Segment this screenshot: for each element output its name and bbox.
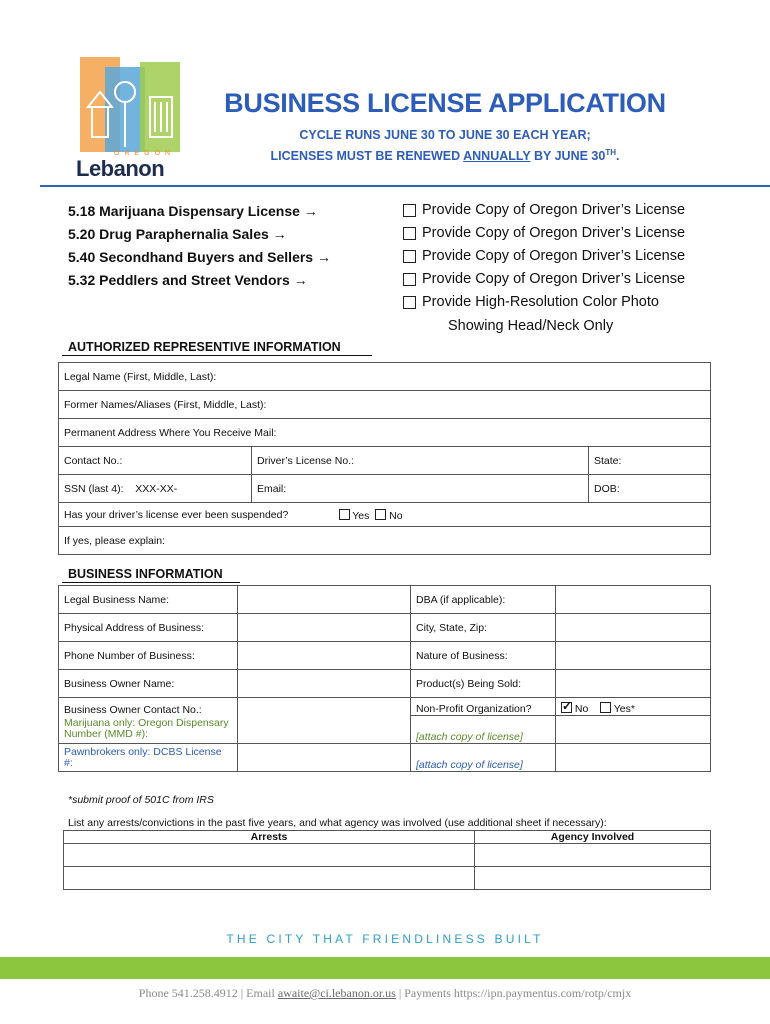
logo-state: OREGON — [114, 150, 176, 157]
arrests-prompt: List any arrests/convictions in the past five years, and what agency was involved (use additional sheet if necessary): — [68, 817, 607, 829]
field-label: DOB: — [594, 482, 620, 495]
former-names-field[interactable] — [59, 391, 711, 419]
products-label: Product(s) Being Sold: — [411, 670, 556, 698]
requirement-row[interactable]: Provide Copy of Oregon Driver’s License — [403, 202, 685, 218]
field-label: Driver’s License No.: — [257, 454, 355, 467]
requirement-row[interactable]: Provide Copy of Oregon Driver’s License — [403, 271, 685, 287]
arrests-header: Arrests — [64, 831, 475, 844]
rep-section-title: AUTHORIZED REPRESENTIVE INFORMATION — [68, 340, 341, 354]
mmd-label: Marijuana only: Oregon Dispensary Number (MMD #): — [59, 716, 238, 744]
skyline-graphic — [70, 52, 185, 152]
code-item: 5.40 Secondhand Buyers and Sellers → — [68, 249, 331, 265]
address-field[interactable] — [59, 419, 711, 447]
yes-label: Yes — [352, 509, 370, 522]
subtitle-line2: LICENSES MUST BE RENEWED ANNUALLY BY JUNE 30TH. — [270, 148, 620, 164]
owner-contact-label: Business Owner Contact No.: — [59, 698, 238, 716]
attach-license-1: [attach copy of license] — [411, 716, 556, 744]
attach-license-2: [attach copy of license] — [411, 744, 556, 772]
nonprofit-yes-checkbox[interactable] — [600, 702, 611, 713]
address-label: Physical Address of Business: — [59, 614, 238, 642]
dba-input[interactable] — [556, 586, 711, 614]
field-label: Has your driver’s license ever been suspended? — [64, 508, 289, 521]
arrests-table — [63, 830, 711, 890]
field-label: State: — [594, 454, 622, 467]
ssn-field[interactable] — [59, 475, 252, 503]
header-rule — [40, 185, 770, 187]
city-input[interactable] — [556, 614, 711, 642]
code-item: 5.20 Drug Paraphernalia Sales → — [68, 226, 287, 242]
requirement-note: Showing Head/Neck Only — [448, 318, 614, 334]
footer-band — [0, 957, 770, 979]
arrest-cell[interactable] — [64, 844, 475, 867]
phone-label: Phone Number of Business: — [59, 642, 238, 670]
requirement-row[interactable]: Provide Copy of Oregon Driver’s License — [403, 248, 685, 264]
legal-business-input[interactable] — [238, 586, 411, 614]
explain-field[interactable] — [59, 527, 711, 555]
field-label: Email: — [257, 482, 287, 495]
address-input[interactable] — [238, 614, 411, 642]
agency-cell[interactable] — [475, 844, 711, 867]
checkbox[interactable] — [403, 273, 416, 286]
owner-label: Business Owner Name: — [59, 670, 238, 698]
state-field[interactable] — [589, 447, 711, 475]
checkbox[interactable] — [403, 204, 416, 217]
products-input[interactable] — [556, 670, 711, 698]
nonprofit-no-label: No — [574, 703, 589, 715]
dcbs-label: Pawnbrokers only: DCBS License #: — [59, 744, 238, 772]
field-label: Legal Name (First, Middle, Last): — [64, 370, 217, 383]
owner-input[interactable] — [238, 670, 411, 698]
agency-cell[interactable] — [475, 867, 711, 890]
business-table — [58, 585, 711, 772]
code-item: 5.18 Marijuana Dispensary License → — [68, 203, 318, 219]
phone-input[interactable] — [238, 642, 411, 670]
field-label: Former Names/Aliases (First, Middle, Last): — [64, 398, 267, 411]
requirement-row[interactable]: Provide High-Resolution Color Photo — [403, 294, 659, 310]
field-label: If yes, please explain: — [64, 534, 165, 547]
checkbox[interactable] — [403, 250, 416, 263]
logo-city: Lebanon — [76, 156, 165, 181]
code-item: 5.32 Peddlers and Street Vendors → — [68, 272, 308, 288]
arrest-cell[interactable] — [64, 867, 475, 890]
checkbox[interactable] — [403, 296, 416, 309]
dcbs-attach-cell[interactable] — [556, 744, 711, 772]
email-field[interactable] — [252, 475, 589, 503]
nonprofit-options — [556, 698, 711, 716]
footer-contact: Phone 541.258.4912 | Email awaite@ci.lebanon.or.us | Payments https://ipn.paymentus.com/rotp/cmjx — [138, 986, 632, 1000]
nature-input[interactable] — [556, 642, 711, 670]
no-checkbox[interactable] — [375, 509, 386, 520]
field-label: Permanent Address Where You Receive Mail: — [64, 426, 277, 439]
legal-business-label: Legal Business Name: — [59, 586, 238, 614]
yes-checkbox[interactable] — [339, 509, 350, 520]
legal-name-field[interactable] — [59, 363, 711, 391]
section-rule — [62, 582, 240, 583]
mmd-input[interactable] — [238, 716, 411, 744]
checkbox[interactable] — [403, 227, 416, 240]
page-title: BUSINESS LICENSE APPLICATION — [224, 88, 666, 118]
owner-contact-input[interactable] — [238, 698, 411, 716]
contact-field[interactable] — [59, 447, 252, 475]
nonprofit-label: Non-Profit Organization? — [411, 698, 556, 716]
dcbs-input[interactable] — [238, 744, 411, 772]
city-label: City, State, Zip: — [411, 614, 556, 642]
note-501c: *submit proof of 501C from IRS — [68, 794, 214, 806]
nature-label: Nature of Business: — [411, 642, 556, 670]
no-label: No — [389, 509, 403, 522]
agency-header: Agency Involved — [475, 831, 711, 844]
nonprofit-yes-label: Yes* — [613, 703, 635, 715]
suspended-question — [59, 503, 711, 527]
field-label: Contact No.: — [64, 454, 123, 467]
business-section-title: BUSINESS INFORMATION — [68, 567, 223, 581]
nonprofit-no-checkbox[interactable] — [561, 702, 572, 713]
section-rule — [62, 355, 372, 356]
email-link[interactable]: awaite@ci.lebanon.or.us — [277, 986, 396, 1000]
drivers-license-field[interactable] — [252, 447, 589, 475]
subtitle-line1: CYCLE RUNS JUNE 30 TO JUNE 30 EACH YEAR; — [299, 128, 591, 142]
tagline: THE CITY THAT FRIENDLINESS BUILT — [226, 932, 544, 946]
mmd-attach-cell[interactable] — [556, 716, 711, 744]
dba-label: DBA (if applicable): — [411, 586, 556, 614]
requirement-row[interactable]: Provide Copy of Oregon Driver’s License — [403, 225, 685, 241]
rep-table — [58, 362, 711, 555]
city-logo — [70, 52, 185, 184]
dob-field[interactable] — [589, 475, 711, 503]
field-label: SSN (last 4): — [64, 482, 124, 495]
ssn-value: XXX-XX- — [135, 482, 178, 495]
